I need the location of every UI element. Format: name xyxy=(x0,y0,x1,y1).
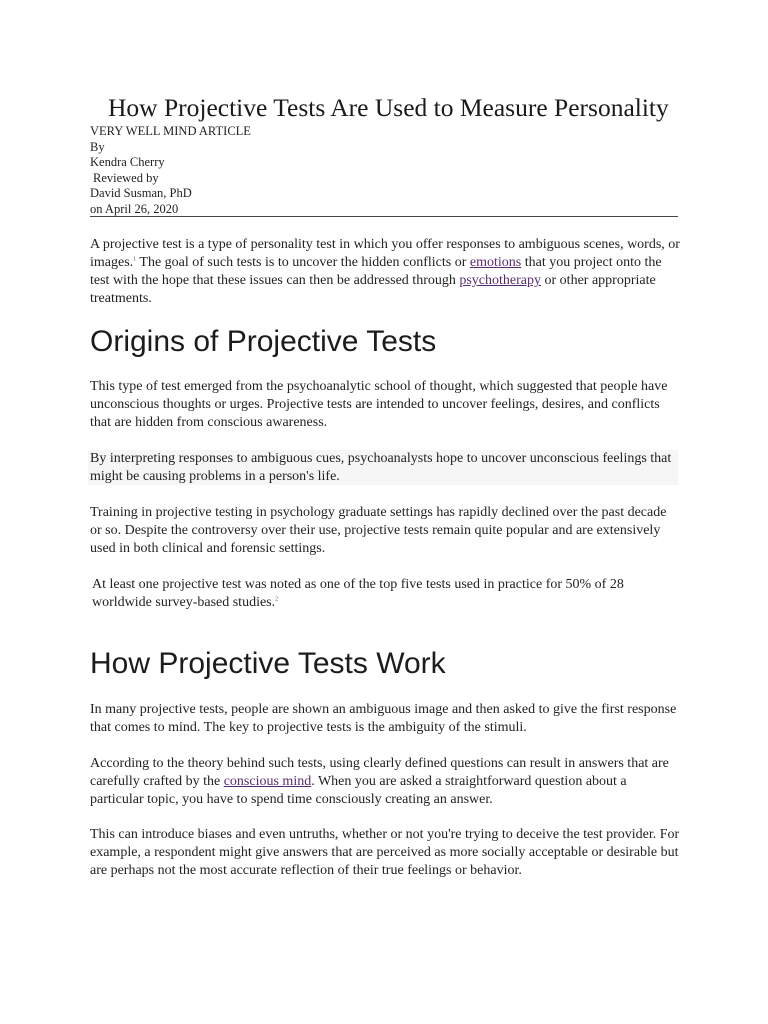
intro-paragraph xyxy=(90,236,680,308)
conscious-mind-link[interactable]: conscious mind xyxy=(223,774,312,789)
reviewer-name: David Susman, PhD xyxy=(90,186,192,200)
section-heading-origins: Origins of Projective Tests xyxy=(90,325,437,358)
intro-text-2: The goal of such tests is to uncover the hidden conflicts or xyxy=(136,255,470,270)
article-meta xyxy=(90,124,680,217)
how-work-paragraph-2 xyxy=(90,755,680,809)
header-divider xyxy=(90,216,678,217)
how-work-paragraph-3: This can introduce biases and even untruths, whether or not you're trying to deceive the test provider. For example, a respondent might give answers that are perceived as more socially acceptable or desirable but are perhaps not the most accurate reflection of their true feelings or behavior. xyxy=(90,827,680,878)
how-work-paragraph-2-text-1: According to the theory behind such tests, using clearly defined questions can result in answers that are carefully crafted by the xyxy=(90,756,669,789)
section-heading-how-work: How Projective Tests Work xyxy=(90,647,446,680)
callout-text: By interpreting responses to ambiguous cues, psychoanalysts hope to uncover unconscious feelings that might be causing problems in a person's life. xyxy=(90,451,672,484)
by-label: By xyxy=(90,139,105,154)
article-title: How Projective Tests Are Used to Measure Personality xyxy=(108,93,669,122)
psychotherapy-link[interactable]: psychotherapy xyxy=(459,273,542,288)
footnote-ref-2[interactable]: 2 xyxy=(275,596,279,603)
reviewed-label: Reviewed by xyxy=(93,170,159,185)
publish-date: on April 26, 2020 xyxy=(90,201,179,216)
intro-text-3: that you project onto the test with the hope that these issues can then be addressed through xyxy=(90,255,662,288)
author-name: Kendra Cherry xyxy=(90,155,165,169)
origins-paragraph-1: This type of test emerged from the psychoanalytic school of thought, which suggested that people have unconscious thoughts or urges. Projective tests are intended to uncover feelings, desires, and conflicts that are hidden from conscious awareness. xyxy=(90,379,668,430)
origins-paragraph-3-text: At least one projective test was noted as one of the top five tests used in practice for 50% of 28 worldwide survey-based studies. xyxy=(92,577,624,610)
origins-paragraph-2: Training in projective testing in psychology graduate settings has rapidly declined over the past decade or so. Despite the controversy over their use, projective tests remain quite popular and are extensively used in both clinical and forensic settings. xyxy=(90,505,667,556)
source-label: VERY WELL MIND ARTICLE xyxy=(90,124,251,138)
intro-text-4: or other appropriate treatments. xyxy=(90,273,656,306)
origins-paragraph-3 xyxy=(92,576,680,612)
intro-text-1: A projective test is a type of personality test in which you offer responses to ambiguous scenes, words, or images. xyxy=(90,237,680,270)
emotions-link[interactable]: emotions xyxy=(469,255,522,270)
footnote-ref-1[interactable]: 1 xyxy=(133,256,137,263)
how-work-paragraph-2-text-2: . When you are asked a straightforward question about a particular topic, you have to spend time consciously creating an answer. xyxy=(90,774,627,807)
how-work-paragraph-1: In many projective tests, people are shown an ambiguous image and then asked to give the first response that comes to mind. The key to projective tests is the ambiguity of the stimuli. xyxy=(90,702,677,735)
